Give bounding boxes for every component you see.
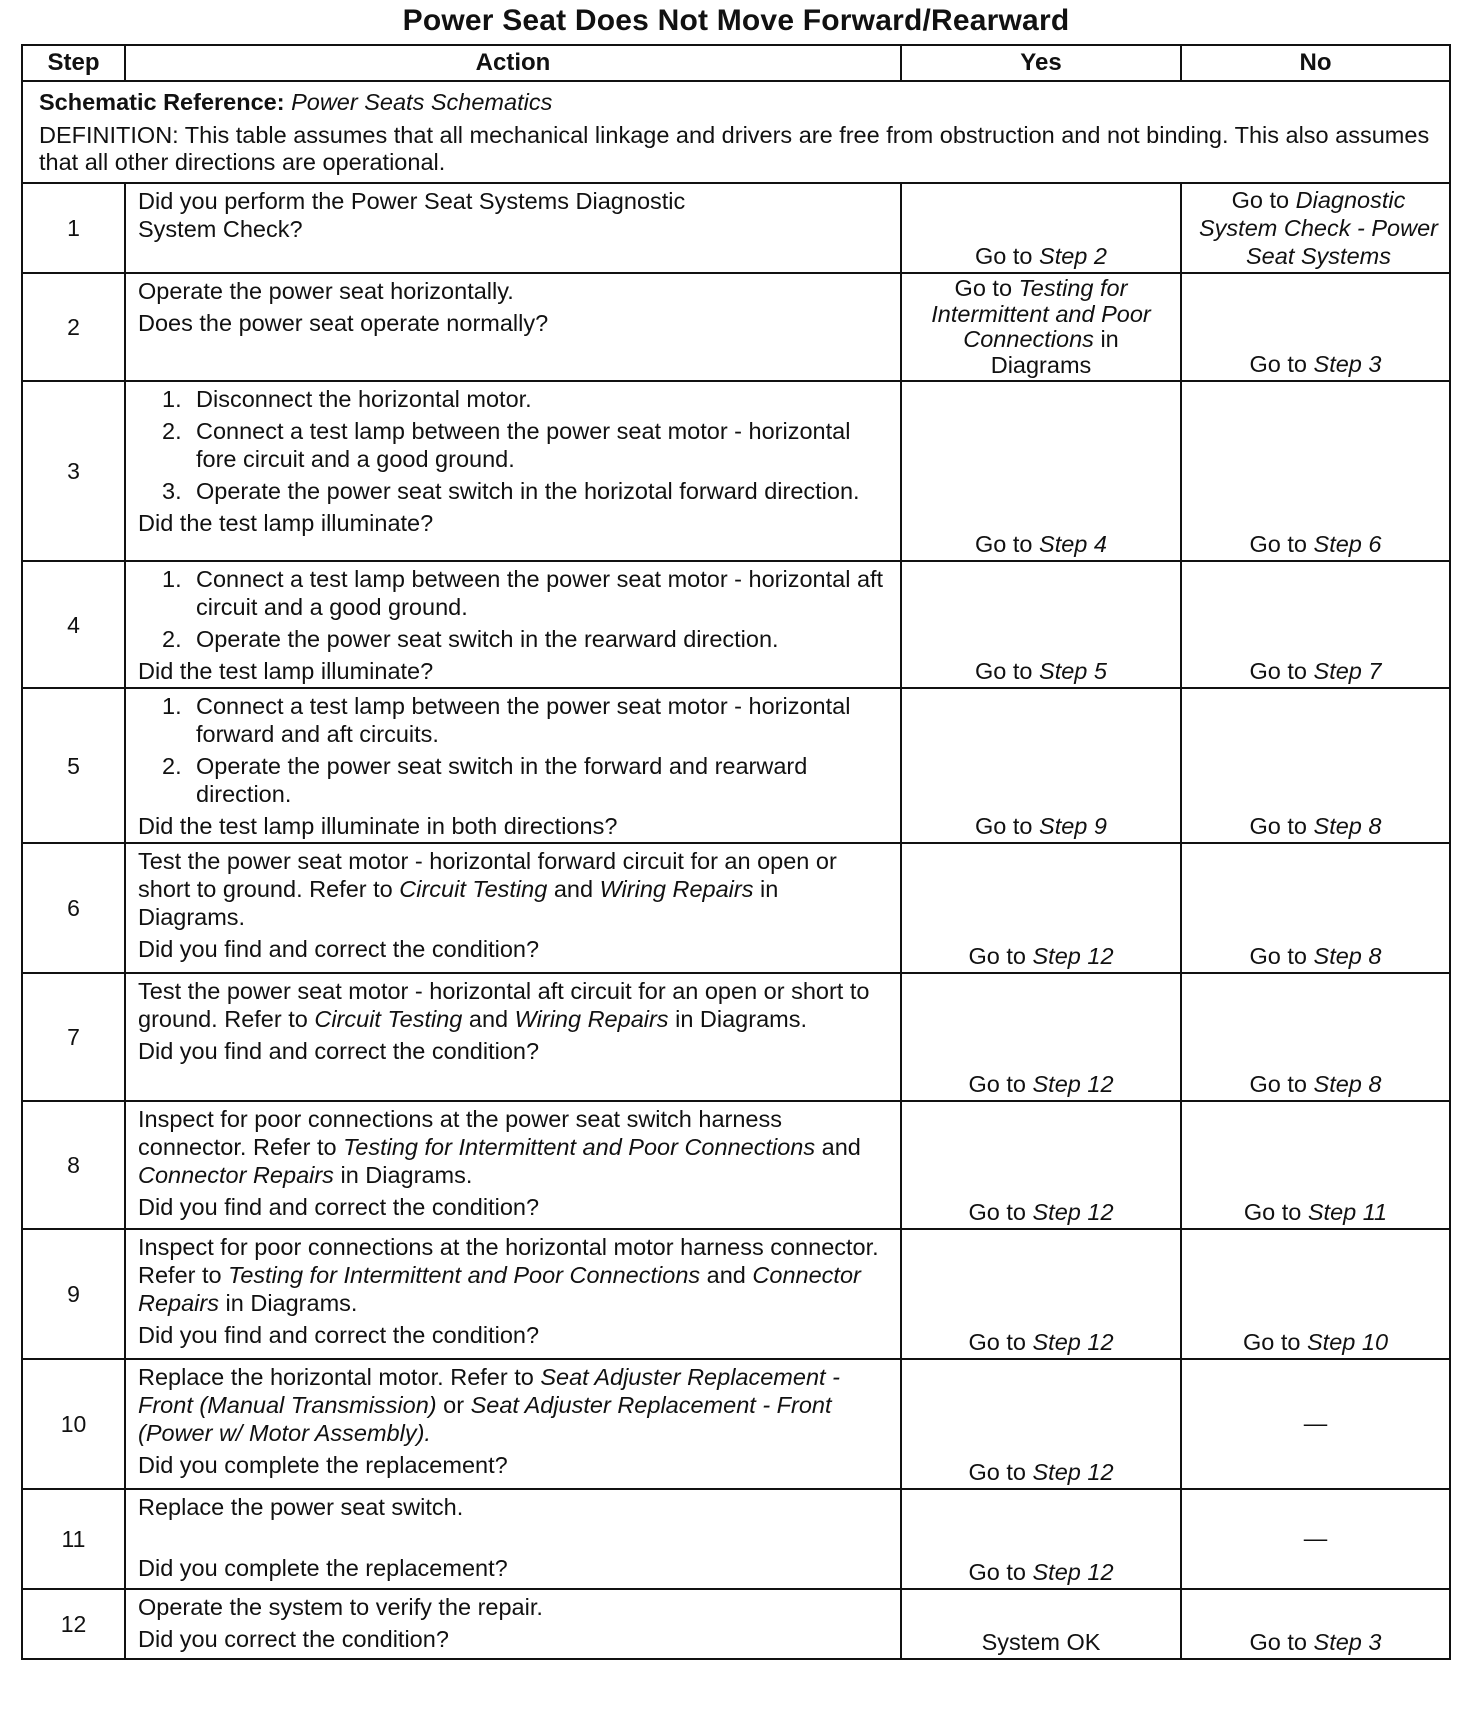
step-number: 5: [22, 688, 125, 843]
yes-cell: [901, 1229, 1181, 1359]
yes-link[interactable]: Step 9: [1039, 813, 1107, 839]
go-to-label: Go to: [1249, 531, 1307, 557]
step-number: 9: [22, 1229, 125, 1359]
step-question: Did you perform the Power Seat Systems Diagnostic System Check?: [138, 188, 686, 242]
no-link[interactable]: Step 3: [1313, 1629, 1382, 1655]
go-to-label: Go to: [1231, 187, 1290, 213]
go-to-label: Go to: [1249, 1071, 1307, 1097]
refer-to-label: Refer to: [138, 1262, 222, 1288]
diagrams-label: Diagrams.: [250, 1290, 358, 1316]
no-cell: [1181, 561, 1450, 688]
list-item: [138, 692, 890, 748]
list-number: 1.: [162, 566, 182, 592]
in-label: in: [225, 1290, 244, 1316]
system-ok-text: System OK: [981, 1629, 1101, 1655]
yes-cell: [901, 1101, 1181, 1229]
go-to-label: Go to: [968, 1199, 1026, 1225]
go-to-label: Go to: [975, 658, 1033, 684]
table-row: [22, 973, 1450, 1101]
reference-link[interactable]: Wiring Repairs: [599, 876, 754, 902]
yes-cell: [901, 183, 1181, 273]
list-number: 2.: [162, 753, 182, 779]
substep-text: Operate the power seat switch in the rearward direction.: [196, 626, 779, 652]
action-cell: [125, 688, 901, 843]
list-number: 2.: [162, 626, 182, 652]
go-to-label: Go to: [968, 943, 1026, 969]
list-item: [138, 385, 890, 413]
no-cell: [1181, 183, 1450, 273]
action-cell: [125, 1359, 901, 1489]
list-item: [138, 417, 890, 473]
yes-cell: [901, 273, 1181, 381]
step-number: 11: [22, 1489, 125, 1589]
no-cell: [1181, 273, 1450, 381]
substep-list: [138, 692, 890, 808]
diagrams-label: Diagrams.: [699, 1006, 808, 1032]
step-question: Did you find and correct the condition?: [138, 1322, 540, 1348]
in-label: in: [675, 1006, 694, 1032]
yes-link[interactable]: Step 12: [1032, 1329, 1114, 1355]
step-number: 12: [22, 1589, 125, 1659]
step-question: Did the test lamp illuminate?: [138, 658, 434, 684]
table-row: [22, 1229, 1450, 1359]
table-row: [22, 273, 1450, 381]
action-cell: [125, 973, 901, 1101]
reference-link[interactable]: Wiring Repairs: [514, 1006, 669, 1032]
reference-link[interactable]: Seat Adjuster Replacement - Front (Power w/ Motor Assembly).: [138, 1392, 832, 1446]
yes-link[interactable]: Step 12: [1032, 1559, 1114, 1585]
reference-link[interactable]: Seat Adjuster Replacement - Front (Manual Transmission): [138, 1364, 840, 1418]
no-cell: [1181, 1229, 1450, 1359]
step-question: Did the test lamp illuminate?: [138, 510, 434, 536]
action-cell: [125, 1229, 901, 1359]
step-number: 1: [22, 183, 125, 273]
go-to-label: Go to: [1249, 1629, 1307, 1655]
table-row: [22, 381, 1450, 561]
step-question: Did you find and correct the condition?: [138, 1038, 540, 1064]
table-row: [22, 1589, 1450, 1659]
go-to-label: Go to: [1249, 658, 1307, 684]
yes-link[interactable]: Step 2: [1039, 243, 1107, 269]
list-number: 2.: [162, 418, 182, 444]
no-link[interactable]: Step 3: [1313, 351, 1382, 377]
no-cell: [1181, 688, 1450, 843]
no-link[interactable]: Diagnostic System Check - Power Seat Systems: [1199, 187, 1438, 269]
substep-text: Operate the power seat switch in the horizotal forward direction.: [196, 478, 860, 504]
reference-link[interactable]: Testing for Intermittent and Poor Connections: [228, 1262, 701, 1288]
yes-link[interactable]: Step 12: [1032, 1199, 1114, 1225]
header-step: Step: [22, 45, 125, 81]
step-instruction: Replace the power seat switch.: [138, 1494, 464, 1520]
reference-link[interactable]: Testing for Intermittent and Poor Connections: [343, 1134, 816, 1160]
or-label: or: [443, 1392, 465, 1418]
yes-cell: [901, 1489, 1181, 1589]
step-instruction: [138, 1363, 890, 1447]
header-no: No: [1181, 45, 1450, 81]
step-number: 6: [22, 843, 125, 973]
instruction-text: Inspect for poor connections at the horizontal motor harness connector.: [138, 1234, 879, 1260]
substep-text: Connect a test lamp between the power seat motor - horizontal forward and aft circuits.: [196, 693, 851, 747]
no-cell: [1181, 381, 1450, 561]
refer-to-label: Refer to: [309, 876, 393, 902]
list-item: [138, 752, 890, 808]
step-question: Did you correct the condition?: [138, 1626, 449, 1652]
yes-cell: [901, 843, 1181, 973]
action-cell: [125, 381, 901, 561]
action-cell: [125, 1489, 901, 1589]
and-label: and: [821, 1134, 861, 1160]
page-title: Power Seat Does Not Move Forward/Rearward: [402, 4, 1070, 37]
list-number: 1.: [162, 693, 182, 719]
in-label: in: [760, 876, 779, 902]
go-to-label: Go to: [975, 813, 1033, 839]
list-item: [138, 565, 890, 621]
and-label: and: [706, 1262, 746, 1288]
header-action: Action: [125, 45, 901, 81]
action-cell: [125, 561, 901, 688]
yes-link[interactable]: Step 4: [1039, 531, 1107, 557]
step-question: Did you complete the replacement?: [138, 1452, 508, 1478]
instruction-text: Inspect for poor connections at the power seat switch harness connector.: [138, 1106, 782, 1160]
reference-link[interactable]: Circuit Testing: [399, 876, 548, 902]
no-link[interactable]: Step 7: [1313, 658, 1382, 684]
substep-text: Connect a test lamp between the power seat motor - horizontal fore circuit and a good ground.: [196, 418, 851, 472]
table-row: [22, 1359, 1450, 1489]
step-number: 7: [22, 973, 125, 1101]
reference-link[interactable]: Circuit Testing: [314, 1006, 463, 1032]
yes-link[interactable]: Step 5: [1039, 658, 1107, 684]
schematic-reference: [39, 88, 1431, 116]
go-to-label: Go to: [1249, 351, 1307, 377]
no-cell: [1181, 973, 1450, 1101]
substep-text: Operate the power seat switch in the forward and rearward direction.: [196, 753, 808, 807]
yes-cell: [901, 561, 1181, 688]
yes-cell: [901, 1359, 1181, 1489]
no-link[interactable]: Step 10: [1307, 1329, 1389, 1355]
substep-list: [138, 565, 890, 653]
yes-cell: [901, 381, 1181, 561]
go-to-label: Go to: [968, 1459, 1026, 1485]
step-instruction: Operate the system to verify the repair.: [138, 1594, 543, 1620]
instruction-text: Test the power seat motor - horizontal forward circuit for an open or short to ground.: [138, 848, 837, 902]
schematic-reference-link[interactable]: Power Seats Schematics: [291, 89, 553, 115]
go-to-label: Go to: [1243, 1199, 1302, 1225]
no-cell: [1181, 1589, 1450, 1659]
go-to-label: Go to: [968, 1329, 1026, 1355]
list-number: 1.: [162, 386, 182, 412]
instruction-text: Test the power seat motor - horizontal aft circuit for an open or short to ground.: [138, 978, 870, 1032]
schematic-reference-label: Schematic Reference:: [39, 89, 285, 115]
instruction-text: Replace the horizontal motor.: [138, 1364, 444, 1390]
step-question: Did the test lamp illuminate in both directions?: [138, 813, 618, 839]
no-link[interactable]: Step 8: [1313, 1071, 1382, 1097]
list-number: 3.: [162, 478, 182, 504]
refer-to-label: Refer to: [252, 1134, 337, 1160]
not-applicable-dash: —: [1303, 1410, 1328, 1436]
list-item: [138, 477, 890, 505]
step-question: Did you find and correct the condition?: [138, 936, 540, 962]
table-row: [22, 688, 1450, 843]
step-number: 4: [22, 561, 125, 688]
go-to-label: Go to: [1249, 943, 1307, 969]
in-label: in: [340, 1162, 359, 1188]
yes-link[interactable]: Step 12: [1032, 1071, 1114, 1097]
go-to-label: Go to: [975, 531, 1033, 557]
reference-link[interactable]: Connector Repairs: [138, 1262, 861, 1316]
substep-list: [138, 385, 890, 505]
go-to-label: Go to: [975, 243, 1033, 269]
step-number: 10: [22, 1359, 125, 1489]
reference-link[interactable]: Connector Repairs: [138, 1162, 334, 1188]
table-row: [22, 183, 1450, 273]
list-item: [138, 625, 890, 653]
table-row: [22, 561, 1450, 688]
action-cell: [125, 1589, 901, 1659]
yes-suffix: in Diagrams: [990, 326, 1119, 378]
and-label: and: [468, 1006, 509, 1032]
substep-text: Connect a test lamp between the power seat motor - horizontal aft circuit and a good ground.: [196, 566, 884, 620]
yes-link[interactable]: Step 12: [1032, 943, 1114, 969]
diagrams-label: Diagrams.: [365, 1162, 473, 1188]
step-instruction: [138, 1105, 890, 1189]
step-instruction: Operate the power seat horizontally.: [138, 278, 514, 304]
no-link[interactable]: Step 8: [1313, 813, 1382, 839]
yes-link[interactable]: Step 12: [1032, 1459, 1114, 1485]
step-instruction: [138, 1233, 890, 1317]
go-to-label: Go to: [1249, 813, 1307, 839]
yes-link[interactable]: Testing for Intermittent and Poor Connections: [931, 275, 1151, 352]
step-number: 2: [22, 273, 125, 381]
no-cell: [1181, 1101, 1450, 1229]
go-to-label: Go to: [954, 275, 1013, 301]
action-cell: [125, 1101, 901, 1229]
yes-cell: [901, 688, 1181, 843]
step-question: Does the power seat operate normally?: [138, 310, 549, 336]
header-row: [22, 45, 1450, 81]
no-link[interactable]: Step 8: [1313, 943, 1382, 969]
step-question: Did you complete the replacement?: [138, 1555, 508, 1581]
no-cell: [1181, 843, 1450, 973]
substep-text: Disconnect the horizontal motor.: [196, 386, 532, 412]
step-question: Did you find and correct the condition?: [138, 1194, 540, 1220]
diagnostic-table: [21, 44, 1451, 1660]
refer-to-label: Refer to: [224, 1006, 308, 1032]
header-yes: Yes: [901, 45, 1181, 81]
table-row: [22, 843, 1450, 973]
and-label: and: [553, 876, 594, 902]
no-link[interactable]: Step 11: [1307, 1199, 1388, 1225]
no-cell: [1181, 1489, 1450, 1589]
action-cell: [125, 843, 901, 973]
step-instruction: [138, 977, 890, 1033]
no-cell: [1181, 1359, 1450, 1489]
yes-cell: [901, 973, 1181, 1101]
reference-cell: [22, 81, 1450, 183]
yes-cell: [901, 1589, 1181, 1659]
reference-row: [22, 81, 1450, 183]
action-cell: [125, 183, 901, 273]
step-instruction: [138, 847, 890, 931]
not-applicable-dash: —: [1303, 1525, 1328, 1551]
go-to-label: Go to: [1242, 1329, 1301, 1355]
go-to-label: Go to: [968, 1559, 1026, 1585]
step-number: 3: [22, 381, 125, 561]
no-link[interactable]: Step 6: [1313, 531, 1382, 557]
diagrams-label: Diagrams.: [138, 904, 246, 930]
table-row: [22, 1101, 1450, 1229]
refer-to-label: Refer to: [450, 1364, 534, 1390]
table-row: [22, 1489, 1450, 1589]
go-to-label: Go to: [968, 1071, 1026, 1097]
step-number: 8: [22, 1101, 125, 1229]
definition-text: DEFINITION: This table assumes that all mechanical linkage and drivers are free from obstruction and not binding. This also assumes that all other directions are operational.: [39, 122, 1430, 175]
action-cell: [125, 273, 901, 381]
